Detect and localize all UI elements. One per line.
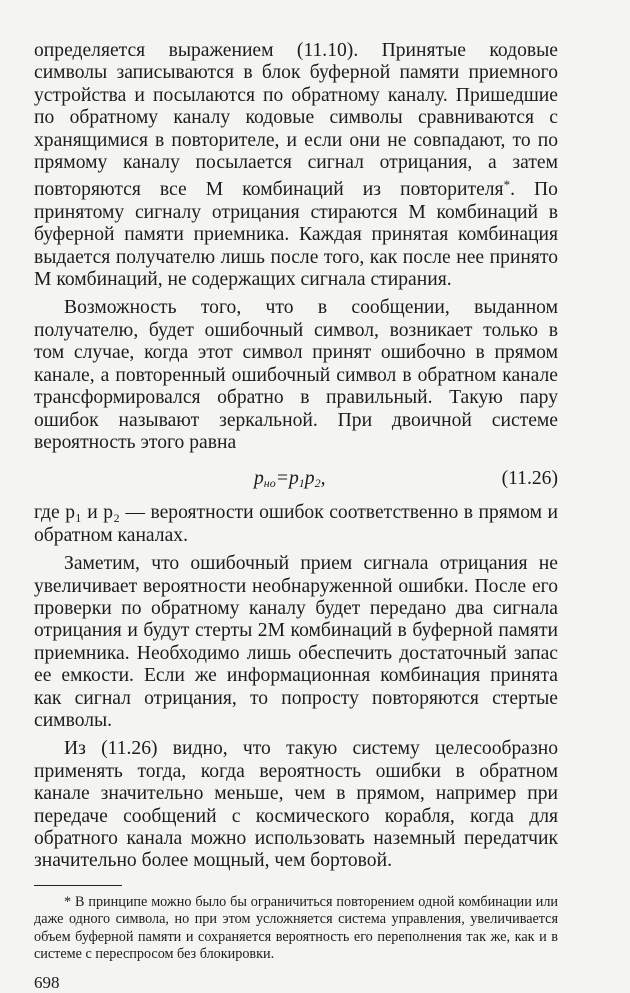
paragraph-5: Из (11.26) видно, что такую систему целесообразно применять тогда, когда вероятность ошибки в обратном канале значительно меньше, чем в прямом, например при передаче сообщений с космического корабля, когда для обратного канала можно использовать наземный передатчик значительно более мощный, чем бортовой. xyxy=(34,738,558,872)
paragraph-4: Заметим, что ошибочный прием сигнала отрицания не увеличивает вероятности необнаруженной ошибки. После его проверки по обратному каналу будет передано два сигнала отрицания и будут стерты 2M комбинаций в буферной памяти приемника. Необходимо лишь обеспечить достаточный запас ее емкости. Если же информационная комбинация принята как сигнал отрицания, то попросту повторяются стертые символы. xyxy=(34,553,558,731)
equation-number: (11.26) xyxy=(501,468,558,490)
formula-rhs-b: p xyxy=(304,468,315,490)
formula xyxy=(254,468,325,491)
paragraph-3: где p₁ и p₂ — вероятности ошибок соответственно в прямом и обратном каналах. xyxy=(34,502,558,546)
formula-rhs-a-subscript: 1 xyxy=(298,476,305,491)
formula-rhs-b-subscript: 2 xyxy=(314,476,321,491)
formula-lhs: p xyxy=(254,468,264,490)
footnote-marker: * xyxy=(503,177,511,193)
paragraph-1-text: определяется выражением (11.10). Принятые кодовые символы записываются в блок буферной памяти приемного устройства и посылаются по обратному каналу. Пришедшие по обратному каналу кодовые символы сравниваются с хранящимися в повторителе, и если они не совпадают, то по прямому каналу посылается сигнал отрицания, а затем повторяются все M комбинаций из повторителя xyxy=(34,40,558,201)
page-number: 698 xyxy=(34,973,60,993)
paragraph-1 xyxy=(34,40,558,291)
paragraph-1-tail: . По принятому сигналу отрицания стираются M комбинаций в буферной памяти приемника. Каждая принятая комбинация выдается получателю лишь после того, как после нее принято M комбинаций, не содержащих сигнала стирания. xyxy=(34,179,558,291)
formula-row xyxy=(34,464,558,496)
footnote: * В принципе можно было бы ограничиться повторением одной комбинации или даже одного символа, но при этом усложняется система управления, увеличивается объем буферной памяти и сохраняется вероятность его переполнения так же, как и в системе с переспросом без блокировки. xyxy=(34,893,558,963)
footnote-divider xyxy=(34,885,122,886)
formula-lhs-subscript: но xyxy=(263,476,276,491)
formula-rhs-a: p xyxy=(288,468,299,490)
paragraph-2: Возможность того, что в сообщении, выданном получателю, будет ошибочный символ, возникает только в том случае, когда этот символ принят ошибочно в прямом канале, а повторенный ошибочный символ в обратном канале трансформировался обратно в правильный. Такую пару ошибок называют зеркальной. При двоичной системе вероятность этого равна xyxy=(34,297,558,453)
formula-comma: , xyxy=(320,468,326,490)
formula-equals: = xyxy=(275,468,289,490)
